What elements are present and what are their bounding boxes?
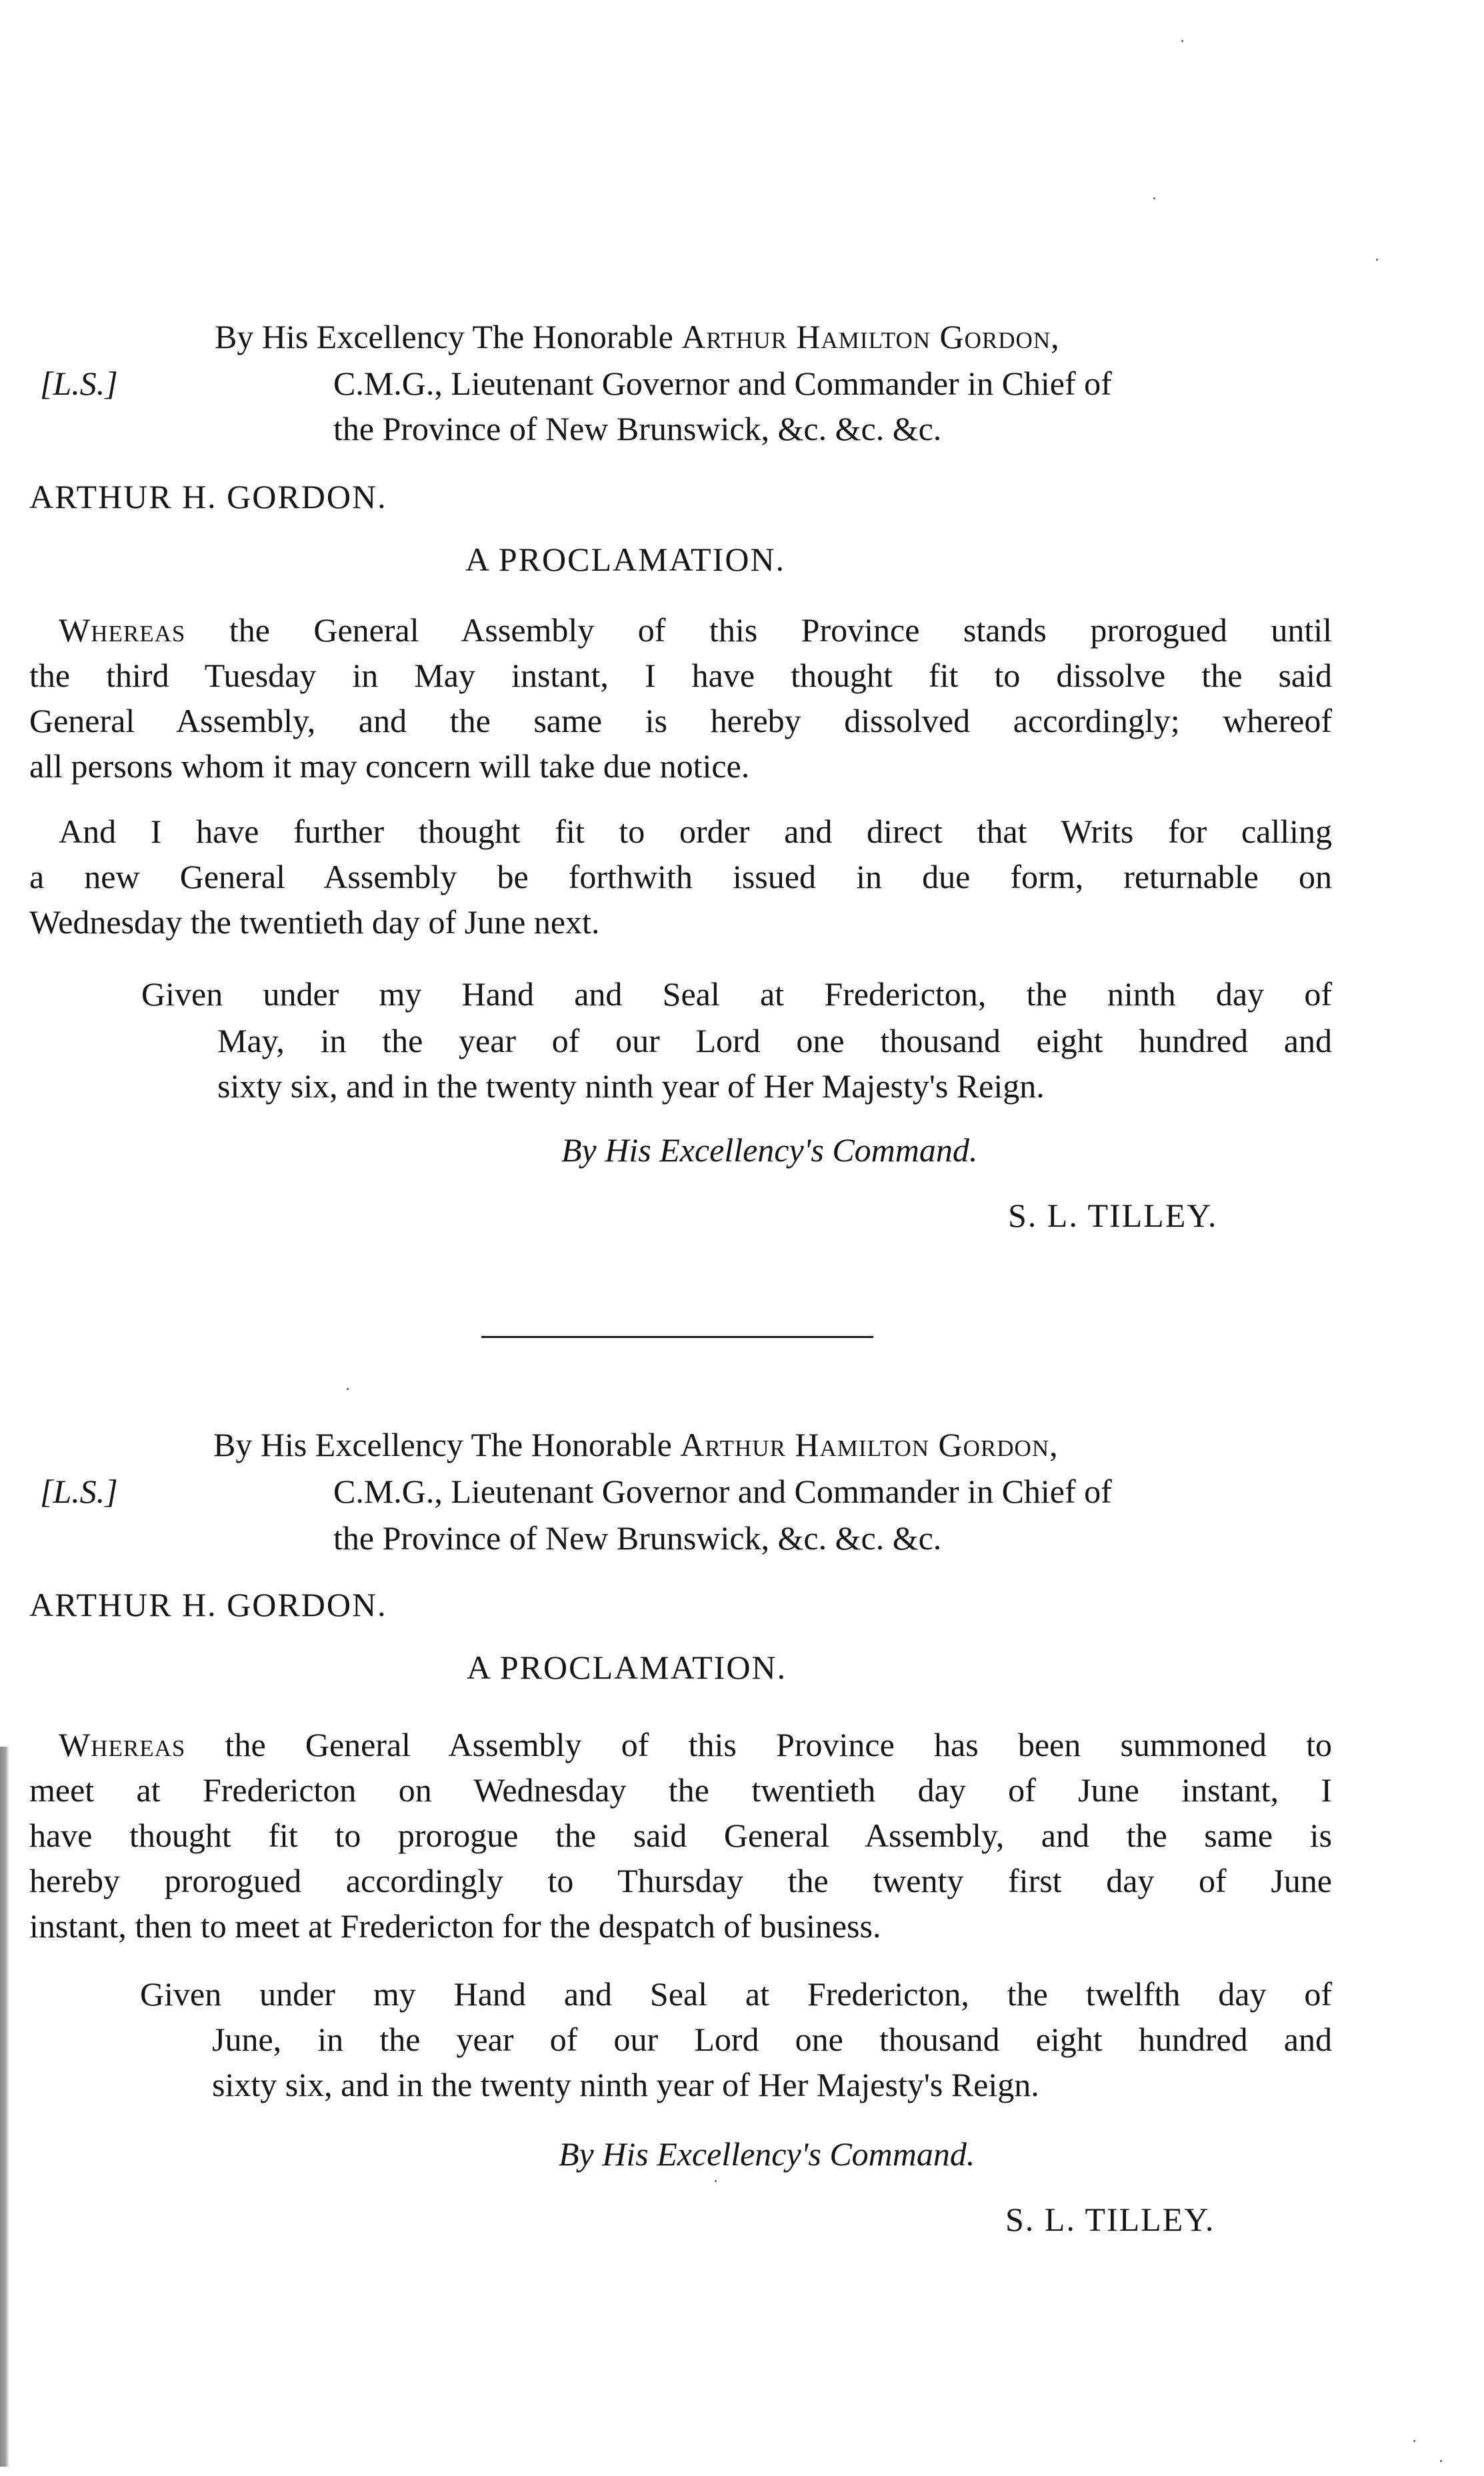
given-line-2: June, in the year of our Lord one thousand eight hundred and bbox=[212, 2021, 1332, 2058]
para-1-line-2: meet at Fredericton on Wednesday the twentieth day of June instant, I bbox=[29, 1771, 1332, 1809]
seal-label: [L.S.] bbox=[40, 365, 118, 402]
header-line-1 bbox=[213, 1428, 1337, 1461]
scan-speck bbox=[1413, 2440, 1415, 2442]
given-line-3: sixty six, and in the twenty ninth year of Her Majesty's Reign. bbox=[212, 2066, 1039, 2103]
para-1-line-4: hereby prorogued accordingly to Thursday the twenty first day of June bbox=[29, 1862, 1332, 1899]
secretary-signature: S. L. TILLEY. bbox=[1008, 1197, 1218, 1234]
para-1-line-1: Whereas the General Assembly of this Province stands prorogued until bbox=[59, 611, 1332, 649]
signatory-name: ARTHUR H. GORDON. bbox=[29, 1586, 387, 1623]
scan-speck bbox=[1440, 2460, 1442, 2462]
proclamation-title: A PROCLAMATION. bbox=[465, 541, 786, 578]
scan-speck bbox=[347, 1388, 349, 1390]
para-2-line-3: Wednesday the twentieth day of June next. bbox=[29, 903, 600, 941]
scan-speck bbox=[1376, 259, 1378, 261]
header-line-2: C.M.G., Lieutenant Governor and Commander in Chief of bbox=[333, 1473, 1112, 1510]
para-1-line-1: Whereas the General Assembly of this Province has been summoned to bbox=[59, 1726, 1332, 1763]
para-2-line-1: And I have further thought fit to order and direct that Writs for calling bbox=[59, 813, 1332, 850]
para-1-line-2: the third Tuesday in May instant, I have thought fit to dissolve the said bbox=[29, 657, 1332, 694]
given-line-1: Given under my Hand and Seal at Fredericton, the ninth day of bbox=[141, 975, 1332, 1013]
para-1-line-5: instant, then to meet at Fredericton for the despatch of business. bbox=[29, 1907, 881, 1945]
para-1-line-4: all persons whom it may concern will take due notice. bbox=[29, 747, 750, 785]
whereas-word: Whereas bbox=[59, 1726, 186, 1763]
header-line-2: C.M.G., Lieutenant Governor and Commander in Chief of bbox=[333, 365, 1112, 402]
by-command-line: By His Excellency's Command. bbox=[559, 2135, 975, 2173]
scan-edge-shadow bbox=[0, 1747, 9, 2467]
proclamation-title: A PROCLAMATION. bbox=[467, 1649, 787, 1686]
header-line-1 bbox=[215, 320, 1339, 353]
para-1-line-3: have thought fit to prorogue the said General Assembly, and the same is bbox=[29, 1817, 1332, 1854]
seal-label: [L.S.] bbox=[40, 1473, 118, 1510]
governor-name: Arthur Hamilton Gordon, bbox=[680, 1426, 1059, 1463]
scan-speck bbox=[1153, 197, 1155, 199]
given-line-3: sixty six, and in the twenty ninth year of Her Majesty's Reign. bbox=[217, 1067, 1045, 1105]
signatory-name: ARTHUR H. GORDON. bbox=[29, 478, 387, 515]
header-by-text: By His Excellency The Honorable bbox=[213, 1426, 672, 1463]
by-command-line: By His Excellency's Command. bbox=[561, 1131, 978, 1169]
header-line-3: the Province of New Brunswick, &c. &c. &c. bbox=[333, 410, 942, 447]
given-line-2: May, in the year of our Lord one thousand eight hundred and bbox=[217, 1022, 1332, 1059]
scan-speck bbox=[1181, 40, 1183, 42]
section-divider-rule bbox=[481, 1336, 873, 1338]
governor-name: Arthur Hamilton Gordon, bbox=[681, 318, 1060, 355]
para-2-line-2: a new General Assembly be forthwith issued in due form, returnable on bbox=[29, 858, 1332, 895]
para-1-line-3: General Assembly, and the same is hereby dissolved accordingly; whereof bbox=[29, 702, 1332, 739]
header-line-3: the Province of New Brunswick, &c. &c. &c. bbox=[333, 1519, 942, 1557]
header-by-text: By His Excellency The Honorable bbox=[215, 318, 673, 355]
given-line-1: Given under my Hand and Seal at Fredericton, the twelfth day of bbox=[140, 1975, 1332, 2013]
whereas-word: Whereas bbox=[59, 611, 186, 649]
scan-speck bbox=[715, 2180, 717, 2182]
secretary-signature: S. L. TILLEY. bbox=[1005, 2201, 1215, 2238]
